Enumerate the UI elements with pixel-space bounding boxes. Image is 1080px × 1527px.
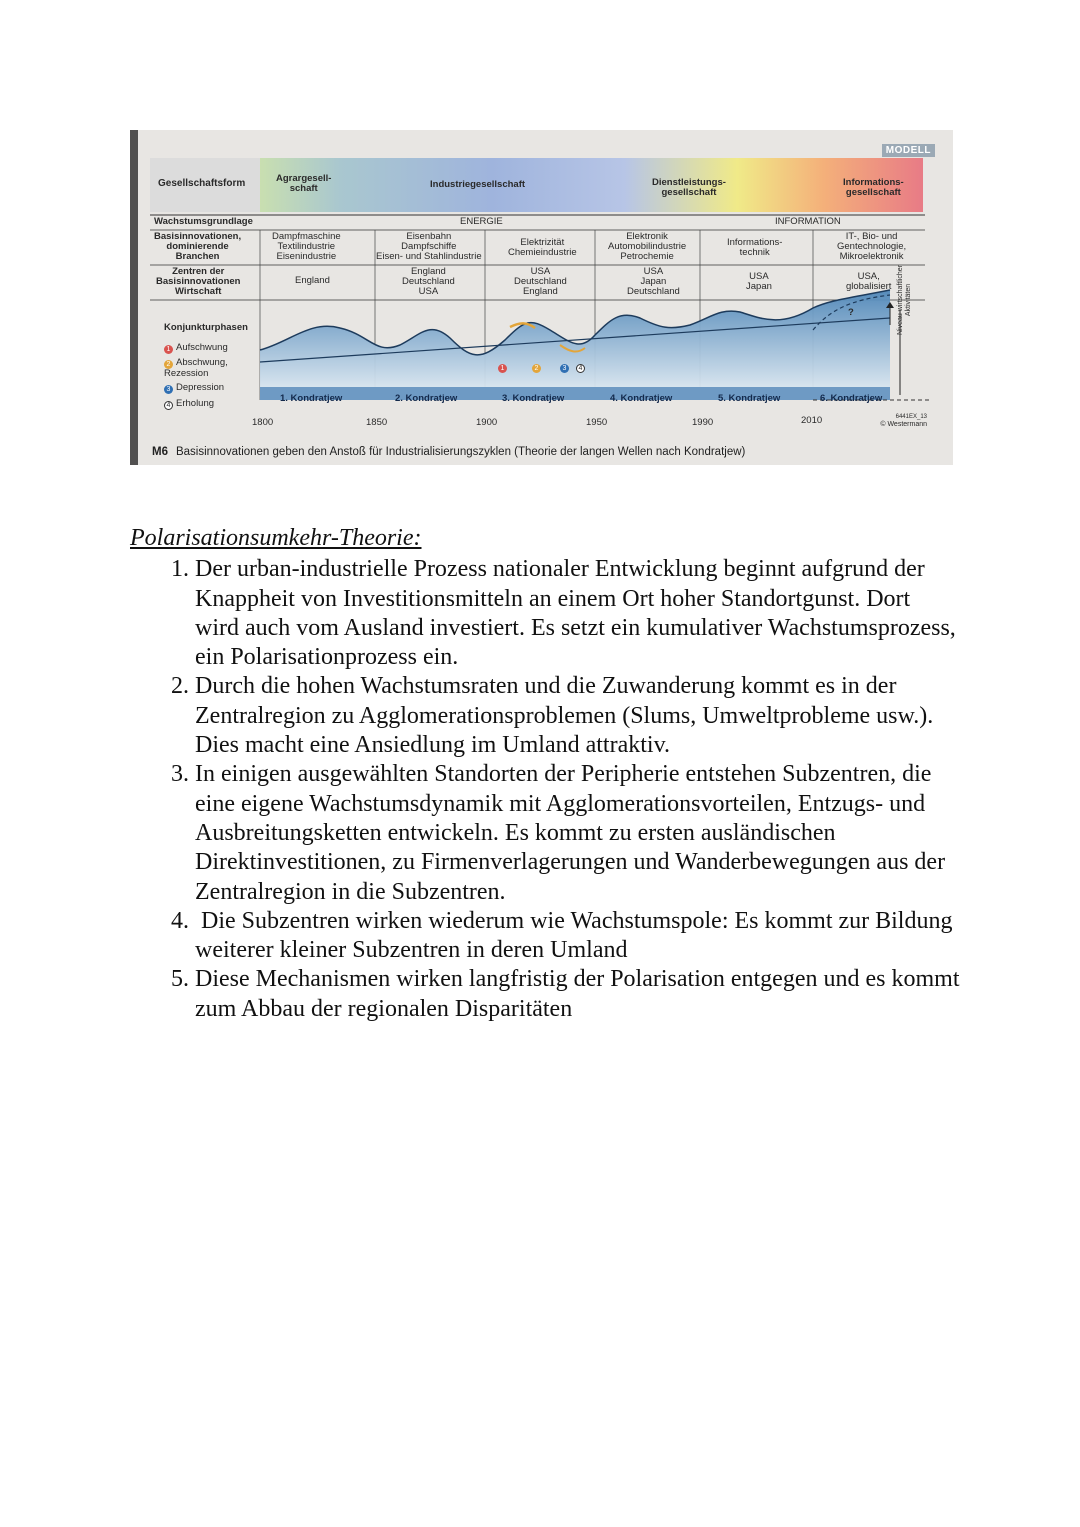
wave-label: 5. Kondratjew bbox=[718, 393, 781, 404]
phase-legend-item bbox=[164, 383, 224, 394]
wave-label: 4. Kondratjew bbox=[610, 393, 673, 404]
theory-section bbox=[130, 524, 960, 1024]
phase-dot-icon: 3 bbox=[164, 385, 173, 394]
list-item: 3. In einigen ausgewählten Standorten der Peripherie entstehen Subzentren, die eine eigene Wachstumsdynamik mit Agglomerationsvorteilen, Entzugs- und Ausbreitungsketten entwickeln. Es kommt zu ersten ausländischen Direktinvestitionen, zu Firmenverlagerungen und Wanderbewegungen aus der Zentralregion in die Subzentren. bbox=[195, 760, 960, 906]
section-heading: Polarisationsumkehr-Theorie: bbox=[130, 525, 422, 551]
year-tick: 1950 bbox=[586, 417, 608, 428]
phase-dot-icon: 4 bbox=[164, 401, 173, 410]
phase-dot-icon: 2 bbox=[164, 360, 173, 369]
row-label-society: Gesellschaftsform bbox=[158, 178, 246, 189]
phase-legend-item bbox=[164, 358, 228, 379]
phase-marker-4: 4 bbox=[576, 364, 585, 373]
model-badge: MODELL bbox=[882, 144, 935, 157]
wave-label: 1. Kondratjew bbox=[280, 393, 343, 404]
caption-label: M6 bbox=[152, 446, 168, 458]
wave-label: 3. Kondratjew bbox=[502, 393, 565, 404]
center-cell: England bbox=[295, 275, 330, 286]
wave-label: 2. Kondratjew bbox=[395, 393, 458, 404]
figure-graphics bbox=[130, 130, 953, 465]
center-cell: USA, globalisiert bbox=[846, 271, 892, 292]
innovation-cell: Elektrizität Chemieindustrie bbox=[508, 237, 577, 258]
innovation-cell: IT-, Bio- und Gentechnologie, Mikroelektronik bbox=[837, 231, 907, 262]
row-label-basis: Wachstumsgrundlage bbox=[154, 216, 253, 227]
year-tick: 1800 bbox=[252, 417, 274, 428]
list-item: 2. Durch die hohen Wachstumsraten und die Zuwanderung kommt es in der Zentralregion zu Agglomerationsproblemen (Slums, Umweltprobleme usw.). Dies macht eine Ansiedlung im Umland attraktiv. bbox=[195, 672, 960, 760]
phase-label: Erholung bbox=[176, 398, 215, 409]
society-industrie: Industriegesellschaft bbox=[430, 179, 526, 190]
phase-marker-2: 2 bbox=[532, 364, 541, 373]
caption-text: Basisinnovationen geben den Anstoß für Industrialisierungszyklen (Theorie der langen Wellen nach Kondratjew) bbox=[175, 446, 746, 458]
copyright: © Westermann bbox=[880, 421, 927, 428]
phase-label: Aufschwung bbox=[176, 342, 228, 353]
phase-legend-item bbox=[164, 399, 214, 410]
innovation-cell: Dampfmaschine Textilindustrie Eisenindustrie bbox=[272, 231, 341, 262]
list-item: 5. Diese Mechanismen wirken langfristig der Polarisation entgegen und es kommt zum Abbau der regionalen Disparitäten bbox=[195, 965, 960, 1024]
list-item: 1. Der urban-industrielle Prozess nationaler Entwicklung beginnt aufgrund der Knappheit von Investitionsmitteln an einem Ort hoher Standortgunst. Dort wird auch vom Ausland investiert. Es setzt ein kumulativer Wachstumsprozess, ein Polarisationprozess ein. bbox=[195, 555, 960, 672]
center-cell: England Deutschland USA bbox=[402, 266, 455, 297]
basis-energie: ENERGIE bbox=[460, 216, 503, 227]
future-question-mark: ? bbox=[848, 307, 854, 318]
society-dienstleistung: Dienstleistungs- gesellschaft bbox=[652, 177, 726, 198]
phase-marker-3: 3 bbox=[560, 364, 569, 373]
center-cell: USA Japan Deutschland bbox=[627, 266, 680, 297]
kondratjew-figure bbox=[130, 130, 953, 465]
phase-label: Depression bbox=[176, 382, 225, 393]
row-label-innovations: Basisinnovationen, dominierende Branchen bbox=[154, 231, 242, 262]
society-agrar: Agrargesell- schaft bbox=[276, 173, 332, 194]
year-tick: 1900 bbox=[476, 417, 498, 428]
innovation-cell: Eisenbahn Dampfschiffe Eisen- und Stahlindustrie bbox=[376, 231, 482, 262]
y-axis-label: Niveau wirtschaftlicher Aktivitäten bbox=[897, 264, 912, 335]
phase-dot-icon: 1 bbox=[164, 345, 173, 354]
year-tick: 1990 bbox=[692, 417, 714, 428]
phase-label: Abschwung, Rezession bbox=[164, 357, 228, 379]
phases-title: Konjunkturphasen bbox=[164, 322, 248, 333]
basis-information: INFORMATION bbox=[775, 216, 841, 227]
phase-legend-item bbox=[164, 343, 228, 354]
phase-marker-1: 1 bbox=[498, 364, 507, 373]
innovation-cell: Elektronik Automobilindustrie Petrochemie bbox=[608, 231, 687, 262]
innovation-cell: Informations- technik bbox=[727, 237, 783, 258]
center-cell: USA Japan bbox=[746, 271, 772, 292]
center-cell: USA Deutschland England bbox=[514, 266, 567, 297]
row-label-centers: Zentren der Basisinnovationen Wirtschaft bbox=[156, 266, 241, 297]
year-tick: 2010 bbox=[801, 415, 823, 426]
wave-label: 6. Kondratjew bbox=[820, 393, 883, 404]
figure-caption bbox=[152, 446, 745, 458]
year-tick: 1850 bbox=[366, 417, 388, 428]
numbered-list bbox=[130, 555, 960, 1024]
figure-code: 6441EX_13 bbox=[895, 414, 927, 420]
list-item: 4. Die Subzentren wirken wiederum wie Wachstumspole: Es kommt zur Bildung weiterer kleiner Subzentren in deren Umland bbox=[195, 907, 960, 966]
society-information: Informations- gesellschaft bbox=[843, 177, 904, 198]
